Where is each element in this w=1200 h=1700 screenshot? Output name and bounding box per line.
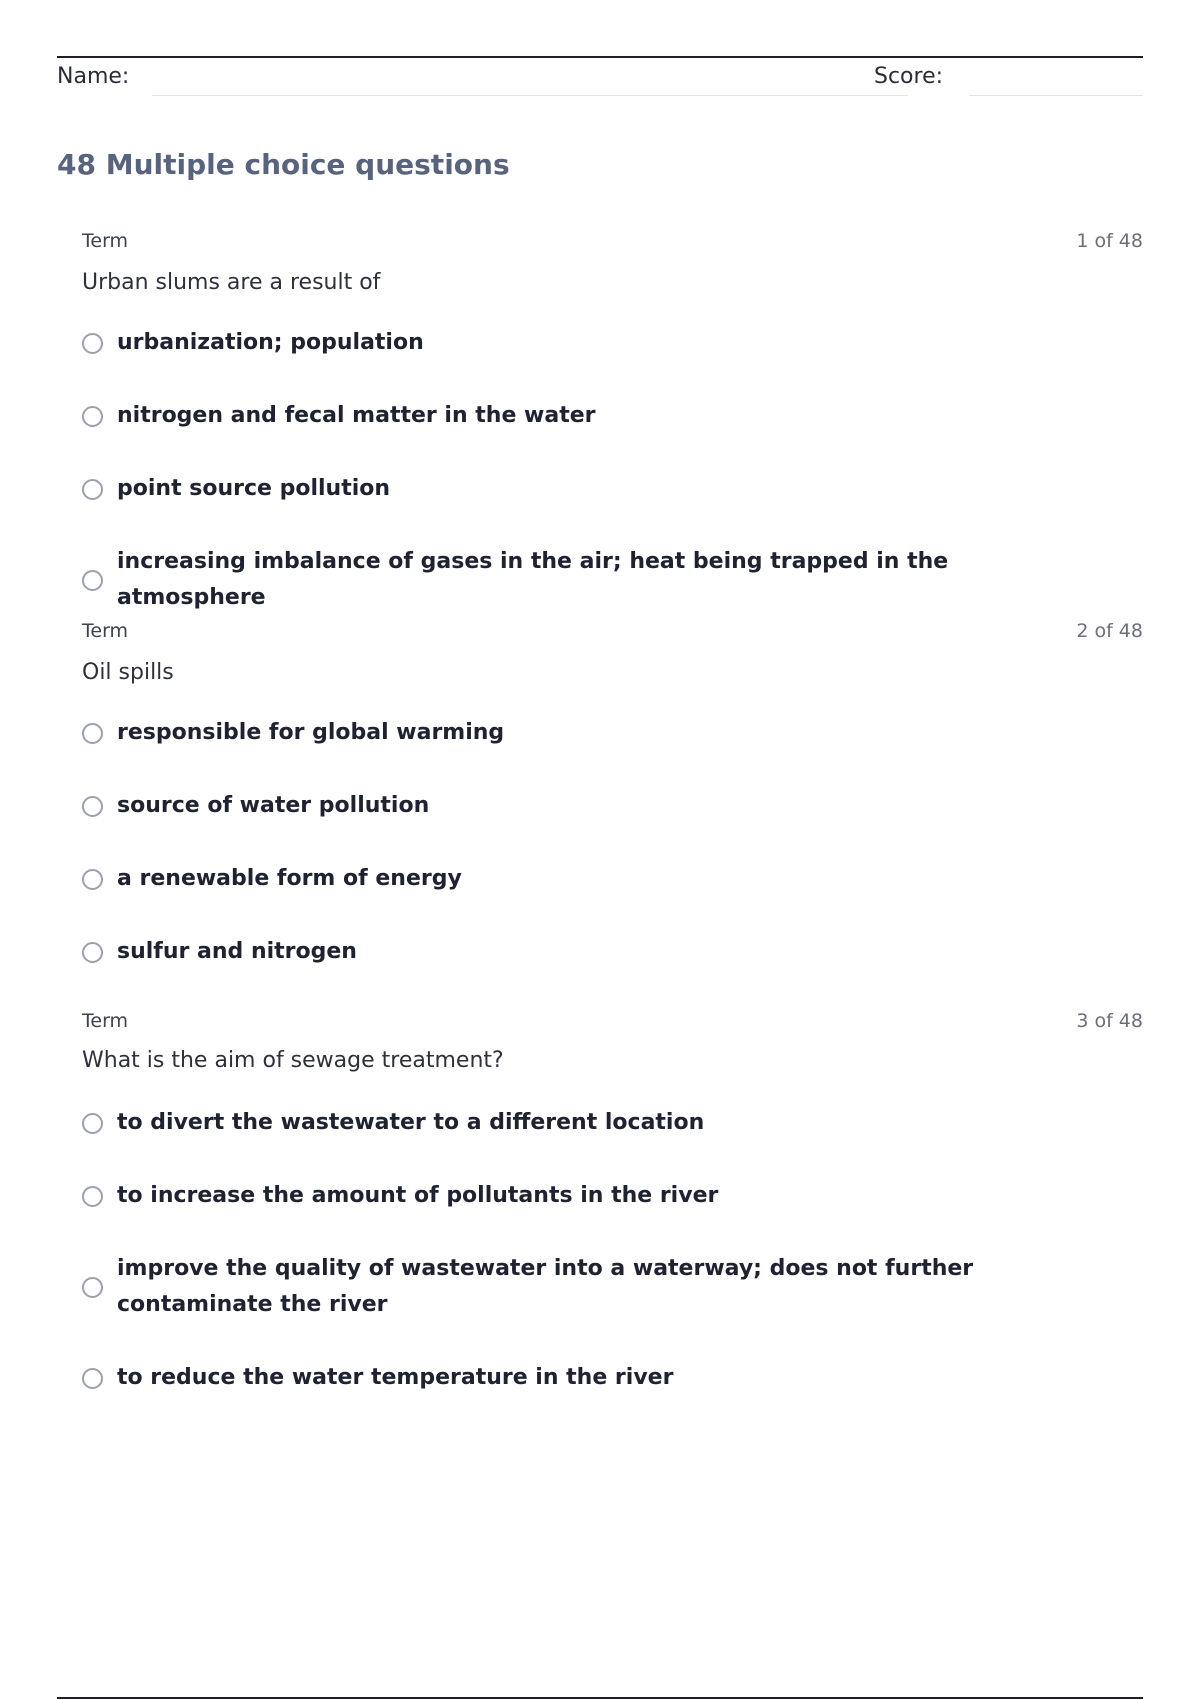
answer-option[interactable] [82,1360,1082,1396]
section-title: 48 Multiple choice questions [57,148,510,181]
header-row [57,62,1143,98]
answer-option-text: nitrogen and fecal matter in the water [117,403,596,428]
radio-circle-icon[interactable] [82,406,103,427]
answer-option-text: to reduce the water temperature in the river [117,1365,674,1390]
radio-circle-icon[interactable] [82,1113,103,1134]
answer-option[interactable] [82,1251,1082,1323]
answer-option-text: responsible for global warming [117,720,505,745]
radio-circle-icon[interactable] [82,942,103,963]
answer-option[interactable] [82,1178,1082,1214]
radio-circle-icon[interactable] [82,723,103,744]
radio-circle-icon[interactable] [82,796,103,817]
radio-circle-icon[interactable] [82,570,103,591]
term-label: Term [82,620,129,642]
answer-option-text: source of water pollution [117,793,430,818]
answer-option[interactable] [82,325,1082,361]
question-counter: 3 of 48 [1076,1010,1143,1032]
radio-circle-icon[interactable] [82,333,103,354]
radio-circle-icon[interactable] [82,1277,103,1298]
answer-option[interactable] [82,398,1082,434]
radio-circle-icon[interactable] [82,869,103,890]
answer-option-text: sulfur and nitrogen [117,939,357,964]
top-divider [57,56,1143,58]
answer-option-text: a renewable form of energy [117,866,462,891]
answer-option[interactable] [82,544,1082,616]
answer-option-text: to divert the wastewater to a different location [117,1110,705,1135]
question-card [82,1010,1143,1390]
name-label: Name: [57,64,130,89]
question-counter: 1 of 48 [1076,230,1143,252]
answer-option-text: to increase the amount of pollutants in the river [117,1183,719,1208]
answer-option-text: improve the quality of wastewater into a waterway; does not further contaminate the river [117,1256,974,1317]
term-label: Term [82,1010,129,1032]
answer-option-text: urbanization; population [117,330,424,355]
question-counter: 2 of 48 [1076,620,1143,642]
answer-option[interactable] [82,788,1082,824]
answer-option[interactable] [82,861,1082,897]
answer-option-text: point source pollution [117,476,391,501]
score-field[interactable] [969,95,1143,96]
name-field[interactable] [152,95,908,96]
answer-option[interactable] [82,1105,1082,1141]
question-prompt: Oil spills [82,660,174,685]
question-prompt: What is the aim of sewage treatment? [82,1048,504,1073]
radio-circle-icon[interactable] [82,479,103,500]
radio-circle-icon[interactable] [82,1186,103,1207]
term-label: Term [82,230,129,252]
radio-circle-icon[interactable] [82,1368,103,1389]
score-label: Score: [874,64,944,89]
answer-option[interactable] [82,471,1082,507]
question-prompt: Urban slums are a result of [82,270,381,295]
answer-option[interactable] [82,715,1082,751]
answer-option[interactable] [82,934,1082,970]
question-card [82,230,1143,610]
question-card [82,620,1143,964]
answer-option-text: increasing imbalance of gases in the air; heat being trapped in the atmosphere [117,549,949,610]
bottom-divider [57,1697,1143,1699]
